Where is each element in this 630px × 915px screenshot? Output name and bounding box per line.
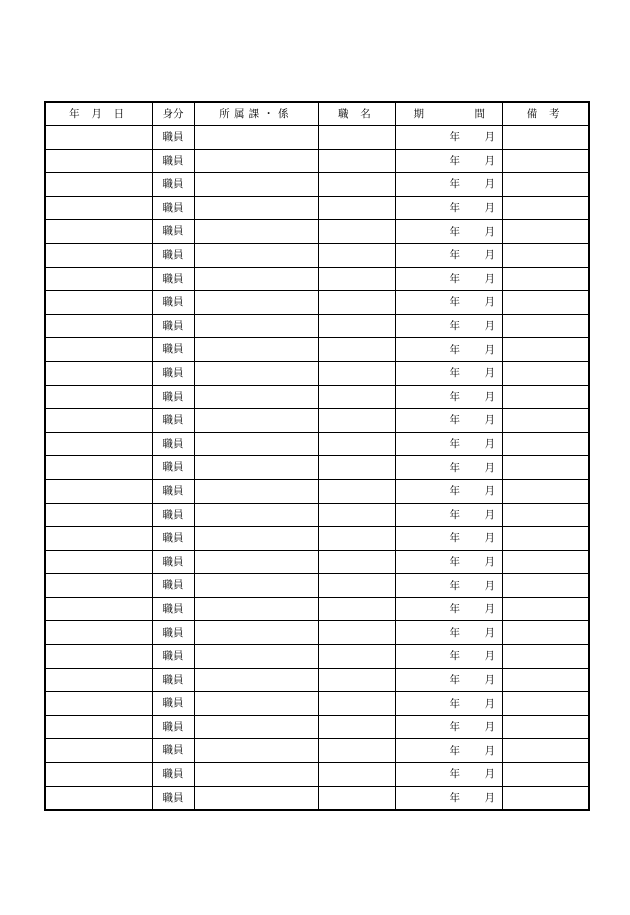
job-title-cell[interactable] (318, 126, 395, 150)
department-cell[interactable] (194, 692, 318, 716)
table-body (45, 126, 589, 811)
table-row (45, 692, 589, 716)
table-row (45, 668, 589, 692)
header-period-first-char: 期 (413, 107, 429, 120)
job-title-cell[interactable] (318, 338, 395, 362)
job-title-cell[interactable] (318, 149, 395, 173)
period-year-label: 年 (449, 296, 460, 309)
date-cell[interactable] (45, 291, 152, 315)
table-row (45, 267, 589, 291)
table-row (45, 479, 589, 503)
period-year-label: 年 (449, 225, 460, 238)
remarks-cell[interactable] (502, 692, 589, 716)
period-month-label: 月 (484, 437, 495, 450)
job-title-cell[interactable] (318, 479, 395, 503)
department-cell[interactable] (194, 432, 318, 456)
status-cell: 職員 (152, 126, 194, 150)
job-title-cell[interactable] (318, 314, 395, 338)
remarks-cell[interactable] (502, 338, 589, 362)
remarks-cell[interactable] (502, 314, 589, 338)
job-title-cell[interactable] (318, 597, 395, 621)
date-cell[interactable] (45, 314, 152, 338)
remarks-cell[interactable] (502, 574, 589, 598)
remarks-cell[interactable] (502, 361, 589, 385)
status-cell: 職員 (152, 692, 194, 716)
job-title-cell[interactable] (318, 196, 395, 220)
date-cell[interactable] (45, 574, 152, 598)
period-month-label: 月 (484, 673, 495, 686)
date-cell[interactable] (45, 267, 152, 291)
remarks-cell[interactable] (502, 763, 589, 787)
department-cell[interactable] (194, 574, 318, 598)
remarks-cell[interactable] (502, 739, 589, 763)
job-title-cell[interactable] (318, 432, 395, 456)
period-year-label: 年 (449, 791, 460, 804)
department-cell[interactable] (194, 361, 318, 385)
period-cell[interactable] (395, 149, 502, 173)
period-cell[interactable] (395, 692, 502, 716)
job-title-cell[interactable] (318, 267, 395, 291)
job-title-cell[interactable] (318, 456, 395, 480)
job-title-cell[interactable] (318, 291, 395, 315)
department-cell[interactable] (194, 527, 318, 551)
job-title-cell[interactable] (318, 550, 395, 574)
period-cell[interactable] (395, 479, 502, 503)
job-title-cell[interactable] (318, 503, 395, 527)
table-row (45, 149, 589, 173)
period-cell[interactable] (395, 621, 502, 645)
period-month-label: 月 (484, 272, 495, 285)
table-row (45, 361, 589, 385)
date-cell[interactable] (45, 173, 152, 197)
table-row (45, 456, 589, 480)
table-row (45, 715, 589, 739)
status-cell: 職員 (152, 385, 194, 409)
period-year-label: 年 (449, 532, 460, 545)
status-cell: 職員 (152, 739, 194, 763)
status-cell: 職員 (152, 267, 194, 291)
period-cell[interactable] (395, 763, 502, 787)
date-cell[interactable] (45, 527, 152, 551)
job-title-cell[interactable] (318, 220, 395, 244)
date-cell[interactable] (45, 220, 152, 244)
department-cell[interactable] (194, 621, 318, 645)
remarks-cell[interactable] (502, 715, 589, 739)
period-cell[interactable] (395, 361, 502, 385)
period-cell[interactable] (395, 220, 502, 244)
department-cell[interactable] (194, 597, 318, 621)
table-row (45, 574, 589, 598)
period-year-label: 年 (449, 484, 460, 497)
remarks-cell[interactable] (502, 385, 589, 409)
department-cell[interactable] (194, 503, 318, 527)
department-cell[interactable] (194, 763, 318, 787)
header-job-title: 職 名 (318, 102, 395, 126)
period-month-label: 月 (484, 366, 495, 379)
date-cell[interactable] (45, 409, 152, 433)
period-month-label: 月 (484, 768, 495, 781)
status-cell: 職員 (152, 173, 194, 197)
header-row (45, 102, 589, 126)
remarks-cell[interactable] (502, 173, 589, 197)
job-title-cell[interactable] (318, 173, 395, 197)
remarks-cell[interactable] (502, 126, 589, 150)
table-row (45, 432, 589, 456)
job-title-cell[interactable] (318, 763, 395, 787)
job-title-cell[interactable] (318, 739, 395, 763)
period-month-label: 月 (484, 697, 495, 710)
job-title-cell[interactable] (318, 409, 395, 433)
period-month-label: 月 (484, 225, 495, 238)
period-year-label: 年 (449, 555, 460, 568)
table-row (45, 196, 589, 220)
table-row (45, 173, 589, 197)
table-row (45, 220, 589, 244)
period-month-label: 月 (484, 602, 495, 615)
remarks-cell[interactable] (502, 527, 589, 551)
period-month-label: 月 (484, 508, 495, 521)
period-year-label: 年 (449, 720, 460, 733)
period-month-label: 月 (484, 249, 495, 262)
job-title-cell[interactable] (318, 692, 395, 716)
period-month-label: 月 (484, 178, 495, 191)
table-row (45, 291, 589, 315)
status-cell: 職員 (152, 550, 194, 574)
remarks-cell[interactable] (502, 220, 589, 244)
status-cell: 職員 (152, 597, 194, 621)
department-cell[interactable] (194, 220, 318, 244)
status-cell: 職員 (152, 338, 194, 362)
header-date: 年 月 日 (45, 102, 152, 126)
period-year-label: 年 (449, 626, 460, 639)
status-cell: 職員 (152, 291, 194, 315)
status-cell: 職員 (152, 220, 194, 244)
date-cell[interactable] (45, 692, 152, 716)
job-title-cell[interactable] (318, 243, 395, 267)
period-cell[interactable] (395, 550, 502, 574)
department-cell[interactable] (194, 668, 318, 692)
table-row (45, 314, 589, 338)
status-cell: 職員 (152, 479, 194, 503)
status-cell: 職員 (152, 243, 194, 267)
period-cell[interactable] (395, 409, 502, 433)
period-year-label: 年 (449, 602, 460, 615)
department-cell[interactable] (194, 126, 318, 150)
remarks-cell[interactable] (502, 668, 589, 692)
date-cell[interactable] (45, 786, 152, 810)
period-year-label: 年 (449, 768, 460, 781)
table-row (45, 739, 589, 763)
header-department: 所属課・係 (194, 102, 318, 126)
department-cell[interactable] (194, 196, 318, 220)
date-cell[interactable] (45, 621, 152, 645)
period-year-label: 年 (449, 437, 460, 450)
department-cell[interactable] (194, 456, 318, 480)
period-year-label: 年 (449, 178, 460, 191)
date-cell[interactable] (45, 361, 152, 385)
header-status: 身分 (152, 102, 194, 126)
period-cell[interactable] (395, 196, 502, 220)
period-month-label: 月 (484, 201, 495, 214)
header-remarks: 備 考 (502, 102, 589, 126)
remarks-cell[interactable] (502, 550, 589, 574)
period-year-label: 年 (449, 272, 460, 285)
remarks-cell[interactable] (502, 597, 589, 621)
department-cell[interactable] (194, 479, 318, 503)
status-cell: 職員 (152, 786, 194, 810)
table-row (45, 645, 589, 669)
period-cell[interactable] (395, 126, 502, 150)
period-year-label: 年 (449, 343, 460, 356)
period-year-label: 年 (449, 579, 460, 592)
period-cell[interactable] (395, 267, 502, 291)
period-month-label: 月 (484, 131, 495, 144)
status-cell: 職員 (152, 668, 194, 692)
department-cell[interactable] (194, 267, 318, 291)
date-cell[interactable] (45, 715, 152, 739)
period-year-label: 年 (449, 673, 460, 686)
department-cell[interactable] (194, 715, 318, 739)
table-row (45, 385, 589, 409)
period-cell[interactable] (395, 338, 502, 362)
remarks-cell[interactable] (502, 503, 589, 527)
period-cell[interactable] (395, 173, 502, 197)
table-row (45, 527, 589, 551)
period-month-label: 月 (484, 296, 495, 309)
status-cell: 職員 (152, 149, 194, 173)
period-month-label: 月 (484, 744, 495, 757)
status-cell: 職員 (152, 503, 194, 527)
job-title-cell[interactable] (318, 621, 395, 645)
table-row (45, 409, 589, 433)
table-row (45, 621, 589, 645)
job-title-cell[interactable] (318, 361, 395, 385)
period-cell[interactable] (395, 385, 502, 409)
period-cell[interactable] (395, 786, 502, 810)
period-cell[interactable] (395, 739, 502, 763)
period-month-label: 月 (484, 720, 495, 733)
department-cell[interactable] (194, 314, 318, 338)
status-cell: 職員 (152, 645, 194, 669)
period-cell[interactable] (395, 314, 502, 338)
department-cell[interactable] (194, 385, 318, 409)
table-row (45, 786, 589, 810)
period-month-label: 月 (484, 461, 495, 474)
period-year-label: 年 (449, 744, 460, 757)
status-cell: 職員 (152, 763, 194, 787)
job-title-cell[interactable] (318, 645, 395, 669)
remarks-cell[interactable] (502, 456, 589, 480)
period-cell[interactable] (395, 597, 502, 621)
date-cell[interactable] (45, 668, 152, 692)
table-row (45, 338, 589, 362)
job-title-cell[interactable] (318, 668, 395, 692)
remarks-cell[interactable] (502, 645, 589, 669)
department-cell[interactable] (194, 338, 318, 362)
date-cell[interactable] (45, 432, 152, 456)
period-month-label: 月 (484, 484, 495, 497)
date-cell[interactable] (45, 126, 152, 150)
period-cell[interactable] (395, 527, 502, 551)
job-title-cell[interactable] (318, 527, 395, 551)
job-title-cell[interactable] (318, 786, 395, 810)
status-cell: 職員 (152, 432, 194, 456)
date-cell[interactable] (45, 597, 152, 621)
period-month-label: 月 (484, 343, 495, 356)
table-row (45, 126, 589, 150)
status-cell: 職員 (152, 314, 194, 338)
department-cell[interactable] (194, 173, 318, 197)
date-cell[interactable] (45, 243, 152, 267)
period-month-label: 月 (484, 319, 495, 332)
period-cell[interactable] (395, 432, 502, 456)
table-row (45, 503, 589, 527)
department-cell[interactable] (194, 786, 318, 810)
period-month-label: 月 (484, 626, 495, 639)
period-cell[interactable] (395, 456, 502, 480)
table-row (45, 550, 589, 574)
remarks-cell[interactable] (502, 291, 589, 315)
period-year-label: 年 (449, 154, 460, 167)
period-year-label: 年 (449, 249, 460, 262)
status-cell: 職員 (152, 456, 194, 480)
period-cell[interactable] (395, 243, 502, 267)
period-month-label: 月 (484, 555, 495, 568)
remarks-cell[interactable] (502, 621, 589, 645)
date-cell[interactable] (45, 385, 152, 409)
remarks-cell[interactable] (502, 196, 589, 220)
remarks-cell[interactable] (502, 149, 589, 173)
period-cell[interactable] (395, 668, 502, 692)
period-cell[interactable] (395, 715, 502, 739)
department-cell[interactable] (194, 739, 318, 763)
date-cell[interactable] (45, 196, 152, 220)
date-cell[interactable] (45, 645, 152, 669)
period-year-label: 年 (449, 697, 460, 710)
date-cell[interactable] (45, 456, 152, 480)
status-cell: 職員 (152, 409, 194, 433)
period-month-label: 月 (484, 154, 495, 167)
status-cell: 職員 (152, 196, 194, 220)
date-cell[interactable] (45, 763, 152, 787)
period-month-label: 月 (484, 390, 495, 403)
department-cell[interactable] (194, 243, 318, 267)
date-cell[interactable] (45, 338, 152, 362)
period-cell[interactable] (395, 291, 502, 315)
remarks-cell[interactable] (502, 432, 589, 456)
date-cell[interactable] (45, 149, 152, 173)
job-title-cell[interactable] (318, 715, 395, 739)
department-cell[interactable] (194, 550, 318, 574)
header-period-second-char: 間 (474, 107, 490, 120)
remarks-cell[interactable] (502, 267, 589, 291)
date-cell[interactable] (45, 503, 152, 527)
period-month-label: 月 (484, 791, 495, 804)
department-cell[interactable] (194, 645, 318, 669)
remarks-cell[interactable] (502, 243, 589, 267)
period-year-label: 年 (449, 201, 460, 214)
header-period (395, 102, 502, 126)
status-cell: 職員 (152, 574, 194, 598)
job-title-cell[interactable] (318, 574, 395, 598)
period-cell[interactable] (395, 645, 502, 669)
period-year-label: 年 (449, 319, 460, 332)
status-cell: 職員 (152, 527, 194, 551)
period-year-label: 年 (449, 366, 460, 379)
period-year-label: 年 (449, 650, 460, 663)
department-cell[interactable] (194, 291, 318, 315)
period-year-label: 年 (449, 390, 460, 403)
table-row (45, 763, 589, 787)
date-cell[interactable] (45, 550, 152, 574)
period-month-label: 月 (484, 414, 495, 427)
period-month-label: 月 (484, 650, 495, 663)
status-cell: 職員 (152, 621, 194, 645)
department-cell[interactable] (194, 409, 318, 433)
period-month-label: 月 (484, 532, 495, 545)
department-cell[interactable] (194, 149, 318, 173)
employment-record-table (44, 101, 590, 811)
status-cell: 職員 (152, 361, 194, 385)
period-year-label: 年 (449, 461, 460, 474)
period-year-label: 年 (449, 414, 460, 427)
period-month-label: 月 (484, 579, 495, 592)
date-cell[interactable] (45, 479, 152, 503)
period-cell[interactable] (395, 574, 502, 598)
period-cell[interactable] (395, 503, 502, 527)
remarks-cell[interactable] (502, 786, 589, 810)
date-cell[interactable] (45, 739, 152, 763)
status-cell: 職員 (152, 715, 194, 739)
table-row (45, 243, 589, 267)
job-title-cell[interactable] (318, 385, 395, 409)
period-year-label: 年 (449, 131, 460, 144)
period-year-label: 年 (449, 508, 460, 521)
table-row (45, 597, 589, 621)
remarks-cell[interactable] (502, 409, 589, 433)
remarks-cell[interactable] (502, 479, 589, 503)
